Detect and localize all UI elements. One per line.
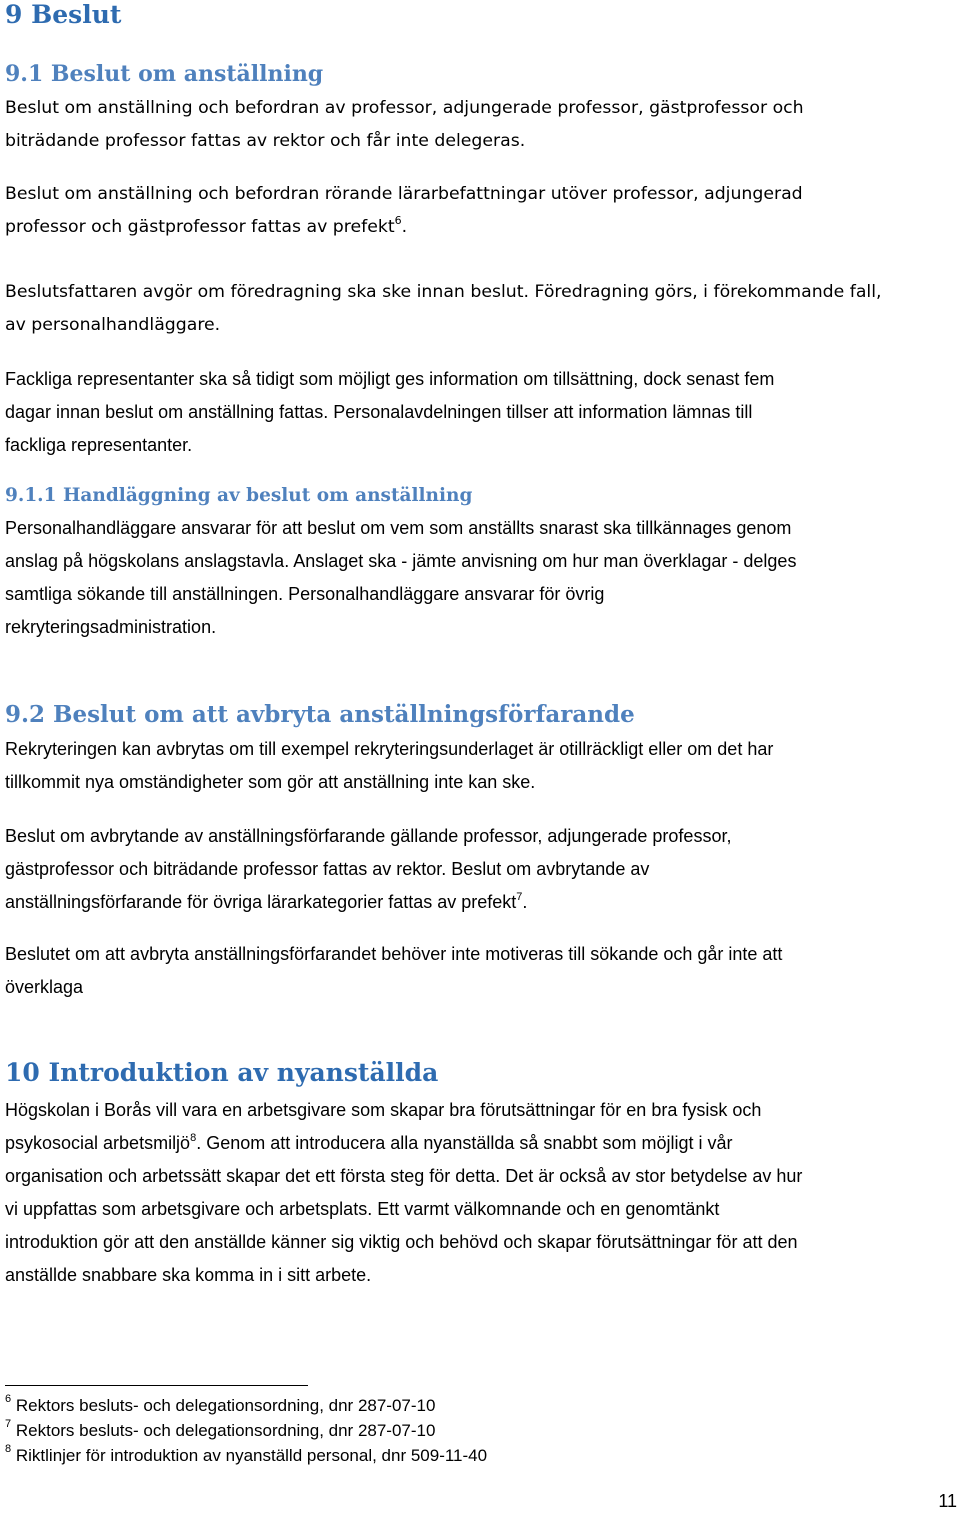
text-line [5, 886, 955, 919]
paragraph-10-introduktion [5, 1094, 955, 1292]
paragraph-9-1-decision-prefekt [5, 178, 955, 244]
text-line: Rekryteringen kan avbrytas om till exempel rekryteringsunderlaget är otillräckligt eller om det har [5, 739, 774, 759]
text-line: Fackliga representanter ska så tidigt som möjligt ges information om tillsättning, dock senast fem [5, 369, 775, 389]
text-line: gästprofessor och biträdande professor fattas av rektor. Beslut om avbrytande av [5, 859, 650, 879]
text-line: fackliga representanter. [5, 435, 193, 455]
footnote-number: 7 [5, 1418, 12, 1430]
text-line: anslag på högskolans anslagstavla. Anslaget ska - jämte anvisning om hur man överklagar - delges [5, 551, 797, 571]
text-run: professor och gästprofessor fattas av prefekt [5, 217, 395, 237]
text-line [5, 1127, 955, 1160]
footnote-6 [5, 1393, 487, 1418]
footnote-8 [5, 1443, 487, 1468]
text-line: organisation och arbetssätt skapar det ett första steg för detta. Det är också av stor betydelse av hur [5, 1166, 803, 1186]
text-line: Beslutsfattaren avgör om föredragning ska ske innan beslut. Föredragning görs, i förekommande fall, [5, 282, 882, 302]
text-line: Högskolan i Borås vill vara en arbetsgivare som skapar bra förutsättningar för en bra fysisk och [5, 1100, 762, 1120]
text-line: överklaga [5, 977, 84, 997]
text-line: tillkommit nya omständigheter som gör att anställning inte kan ske. [5, 772, 536, 792]
heading-9-2: 9.2 Beslut om att avbryta anställningsförfarande [5, 701, 635, 728]
text-line: dagar innan beslut om anställning fattas. Personalavdelningen tillser att information lämnas till [5, 402, 753, 422]
paragraph-9-1-decision-rektor [5, 92, 955, 158]
text-line: rekryteringsadministration. [5, 617, 217, 637]
footnote-ref-6[interactable]: 6 [394, 214, 402, 227]
text-run: . [522, 892, 528, 912]
footnote-ref-8[interactable]: 8 [190, 1132, 197, 1144]
page-number: 11 [938, 1491, 957, 1511]
heading-9-1: 9.1 Beslut om anställning [5, 61, 324, 87]
text-line: Beslut om anställning och befordran av professor, adjungerade professor, gästprofessor och [5, 98, 804, 118]
text-run: psykosocial arbetsmiljö [5, 1133, 191, 1153]
text-run: . [401, 217, 408, 237]
paragraph-9-1-fackliga [5, 363, 955, 462]
footnote-separator [5, 1385, 308, 1386]
text-line: anställde snabbare ska komma in i sitt arbete. [5, 1265, 372, 1285]
text-line: Beslutet om att avbryta anställningsförfarandet behöver inte motiveras till sökande och går inte att [5, 944, 783, 964]
text-line: Personalhandläggare ansvarar för att beslut om vem som anställts snarast ska tillkännages genom [5, 518, 792, 538]
paragraph-9-1-foredragning [5, 276, 955, 342]
footnote-text: Rektors besluts- och delegationsordning, dnr 287-07-10 [15, 1421, 436, 1440]
text-run: anställningsförfarande för övriga lärarkategorier fattas av prefekt [5, 892, 517, 912]
paragraph-9-1-1-handlaggning [5, 512, 955, 644]
text-line: samtliga sökande till anställningen. Personalhandläggare ansvarar för övrig [5, 584, 605, 604]
paragraph-9-2-avbrytas [5, 733, 955, 799]
text-line: av personalhandläggare. [5, 315, 221, 335]
text-line: Beslut om anställning och befordran rörande lärarbefattningar utöver professor, adjungerad [5, 184, 803, 204]
text-line: Beslut om avbrytande av anställningsförfarande gällande professor, adjungerade professor, [5, 826, 732, 846]
footnote-number: 6 [5, 1393, 12, 1405]
text-line: biträdande professor fattas av rektor och får inte delegeras. [5, 131, 526, 151]
footnote-ref-7[interactable]: 7 [516, 891, 523, 903]
heading-10-introduktion: 10 Introduktion av nyanställda [5, 1058, 439, 1087]
text-line: vi uppfattas som arbetsgivare och arbetsplats. Ett varmt välkomnande och en genomtänkt [5, 1199, 720, 1219]
text-line [5, 211, 955, 244]
text-line: introduktion gör att den anställde känner sig viktig och behövd och skapar förutsättningar för att den [5, 1232, 798, 1252]
paragraph-9-2-beslut-avbrytande [5, 820, 955, 919]
paragraph-9-2-motiveras [5, 938, 955, 1004]
footnote-text: Rektors besluts- och delegationsordning, dnr 287-07-10 [15, 1396, 436, 1415]
footnotes [5, 1393, 487, 1468]
text-run: . Genom att introducera alla nyanställda så snabbt som möjligt i vår [196, 1133, 733, 1153]
footnote-number: 8 [5, 1443, 12, 1455]
heading-9-1-1: 9.1.1 Handläggning av beslut om anställning [5, 485, 473, 506]
heading-9-beslut: 9 Beslut [5, 0, 122, 29]
footnote-7 [5, 1418, 487, 1443]
footnote-text: Riktlinjer för introduktion av nyanställd personal, dnr 509-11-40 [15, 1446, 488, 1465]
